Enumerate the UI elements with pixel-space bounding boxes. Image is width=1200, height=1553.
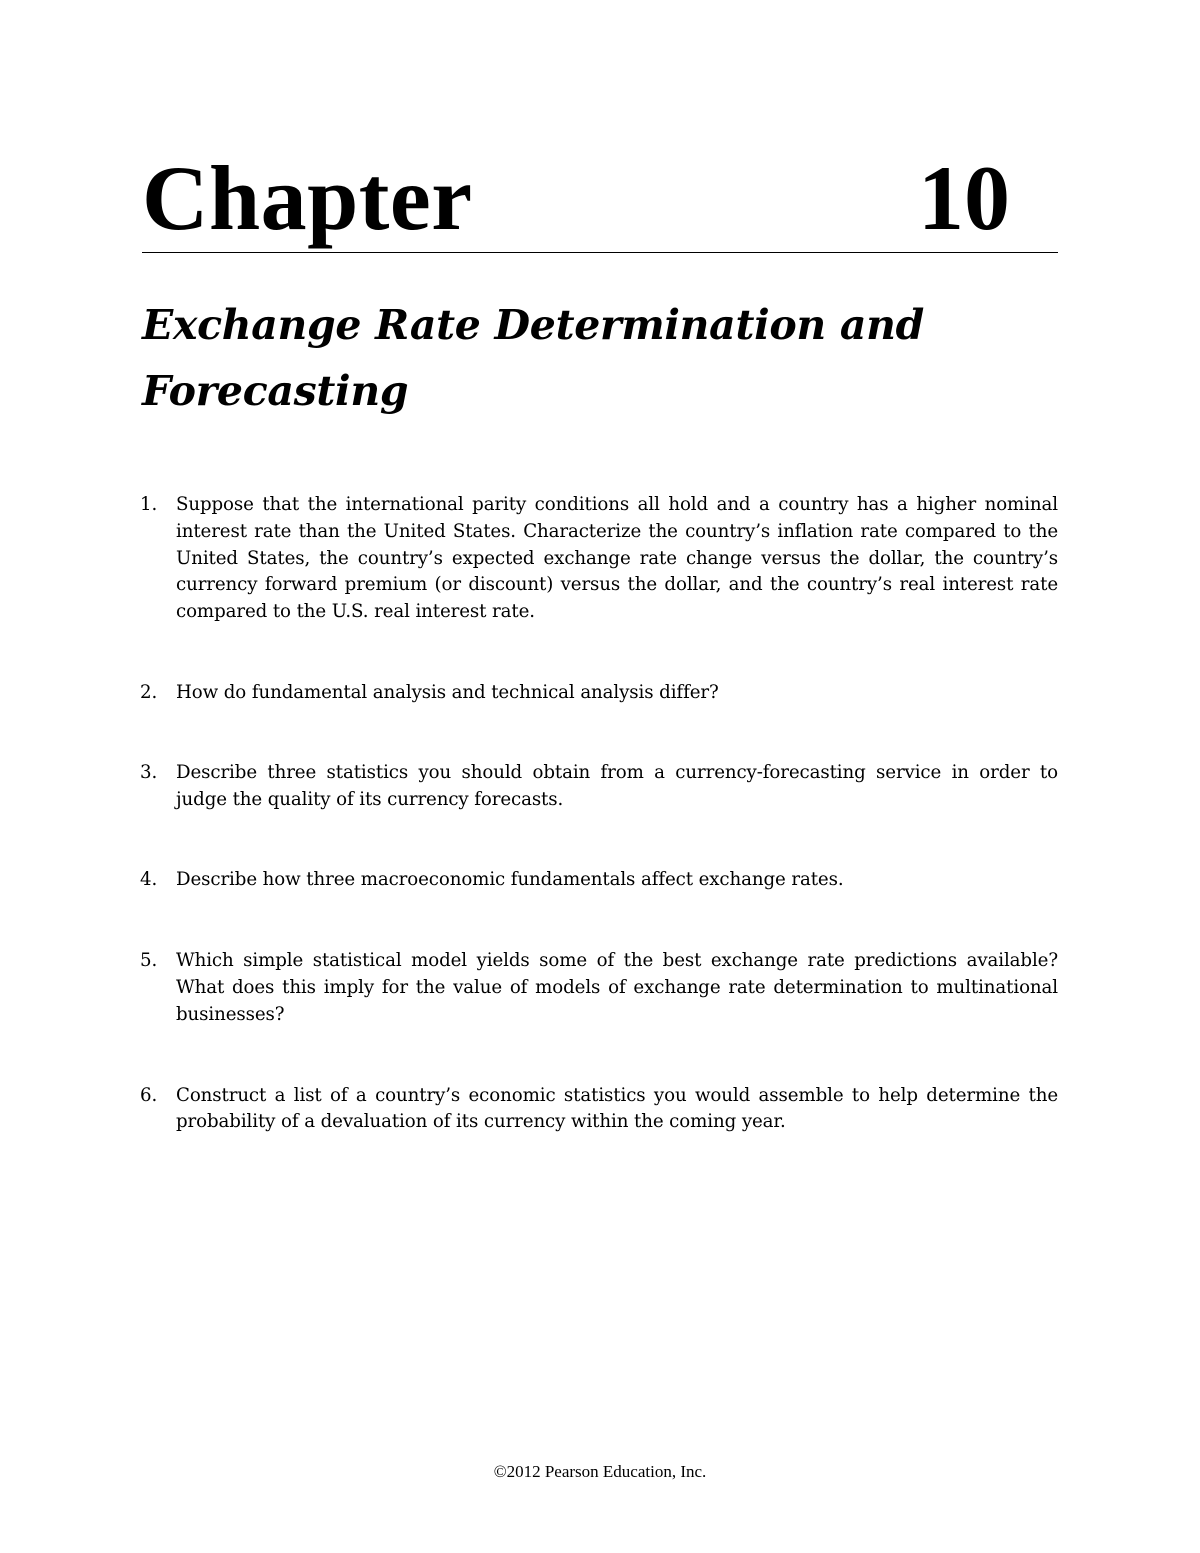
question-item	[140, 1083, 1058, 1137]
question-text: How do fundamental analysis and technical analysis differ?	[176, 681, 719, 703]
header-divider	[142, 252, 1058, 253]
question-item	[140, 760, 1058, 814]
copyright-footer: ©2012 Pearson Education, Inc.	[493, 1462, 707, 1481]
question-text: Which simple statistical model yields some of the best exchange rate predictions available? What does this imply for the value of models of exchange rate determination to multinational businesses?	[176, 950, 1058, 1025]
question-text: Construct a list of a country’s economic statistics you would assemble to help determine the probability of a devaluation of its currency within the coming year.	[176, 1084, 1058, 1133]
question-item	[140, 492, 1058, 626]
chapter-label: Chapter	[142, 147, 473, 249]
question-item	[140, 680, 1058, 707]
question-list	[140, 492, 1058, 1136]
chapter-header	[142, 148, 1058, 248]
chapter-title: Exchange Rate Determination and Forecasting	[142, 301, 925, 415]
question-number: 4.	[140, 869, 158, 891]
question-number: 1.	[140, 494, 158, 515]
question-item	[140, 867, 1058, 894]
question-number: 5.	[140, 950, 158, 972]
chapter-number: 10	[918, 147, 1010, 249]
question-text: Describe three statistics you should obtain from a currency-forecasting service in order to judge the quality of its currency forecasts.	[176, 761, 1058, 810]
question-item	[140, 948, 1058, 1028]
question-text: Suppose that the international parity conditions all hold and a country has a higher nominal interest rate than the United States. Characterize the country’s inflation rate compared to the United States, the country’s expected exchange rate change versus the dollar, the country’s currency forward premium (or discount) versus the dollar, and the country’s real interest rate compared to the U.S. real interest rate.	[176, 494, 1058, 623]
question-number: 2.	[140, 681, 158, 703]
question-text: Describe how three macroeconomic fundamentals affect exchange rates.	[176, 869, 844, 891]
question-number: 3.	[140, 761, 158, 783]
question-number: 6.	[140, 1084, 158, 1106]
